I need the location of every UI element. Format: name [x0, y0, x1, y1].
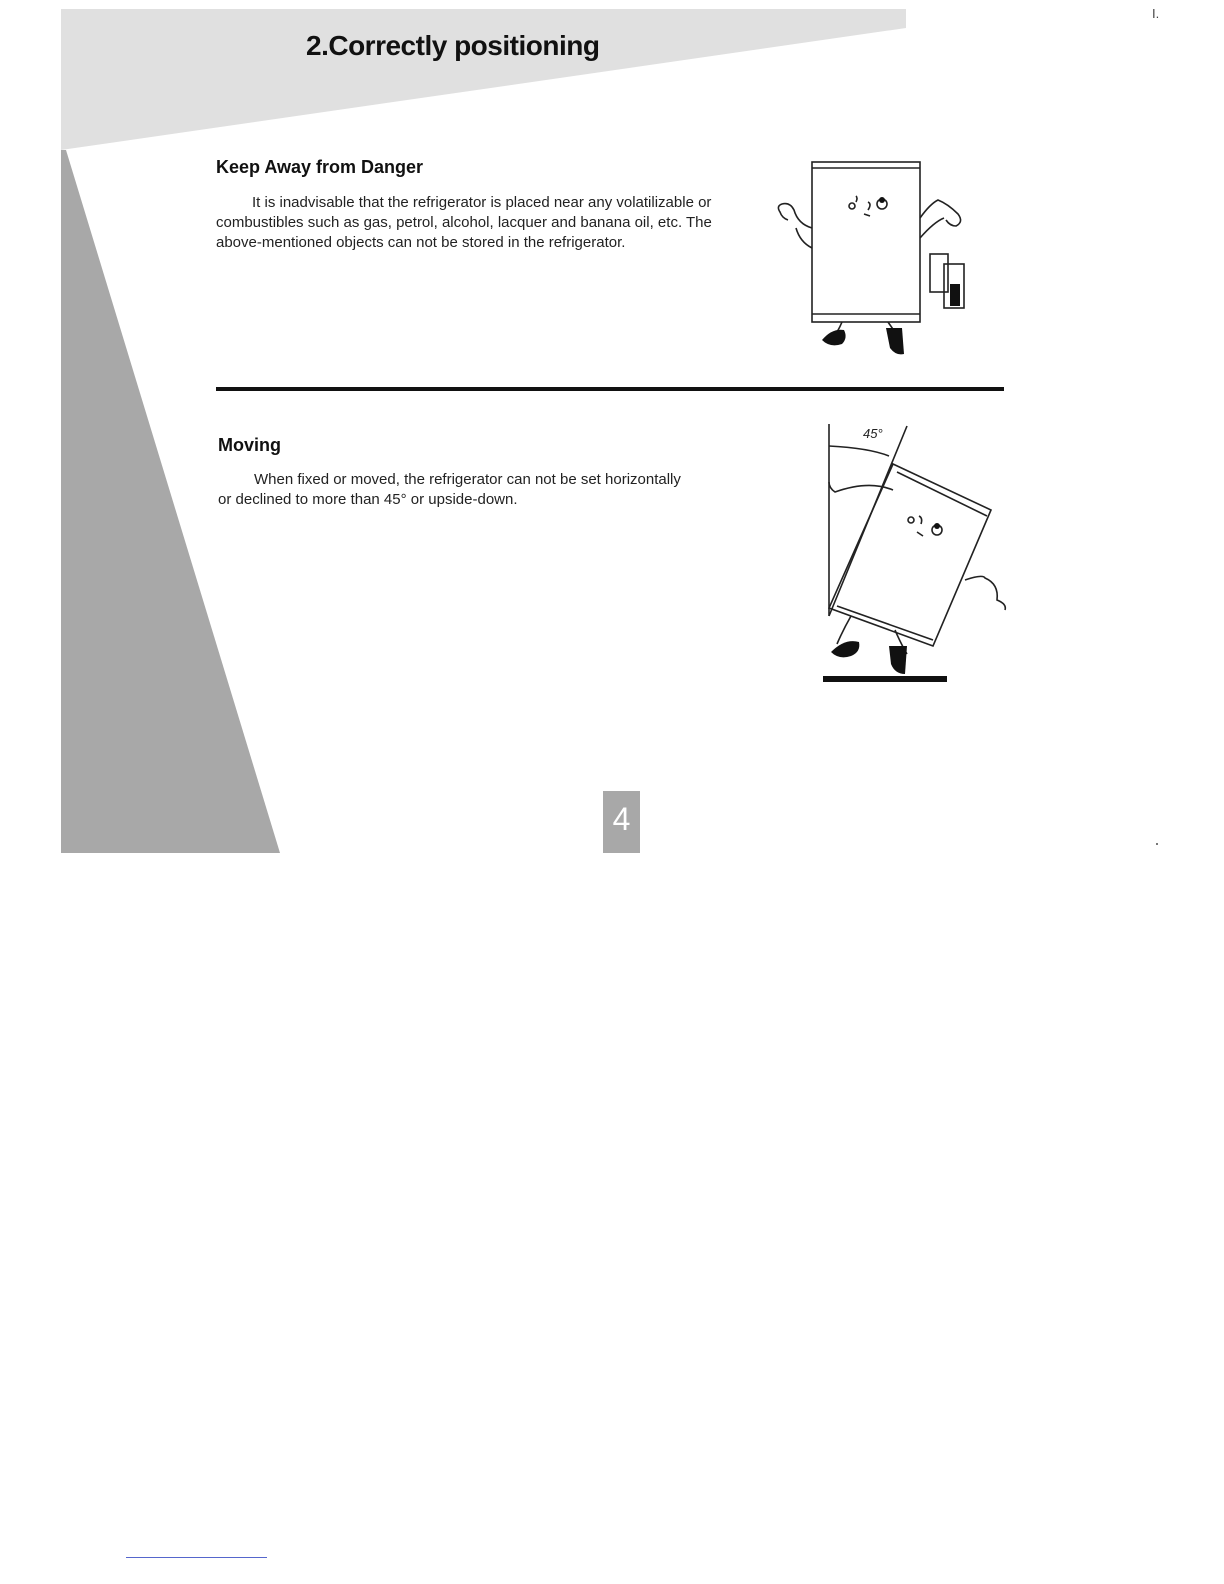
- footer-rule: [126, 1557, 267, 1558]
- page-number: 4: [603, 791, 640, 853]
- corner-mark: I.: [1152, 6, 1160, 21]
- section-heading-moving: Moving: [218, 435, 281, 455]
- scan-dot: [1156, 843, 1158, 845]
- section-body-keep-away: It is inadvisable that the refrigerator is placed near any volatilizable or combustibles such as gas, petrol, alcohol, lacquer and banana oil, etc. The above-mentioned objects can not be stored in the refrigerator.: [216, 194, 712, 251]
- page-title: 2.Correctly positioning: [306, 30, 600, 61]
- section-body-moving: When fixed or moved, the refrigerator can not be set horizontally or declined to more than 45° or upside-down.: [218, 471, 681, 508]
- tilt-angle-label: 45°: [863, 426, 883, 441]
- refrigerator-tilt-illustration: [815, 420, 1015, 688]
- refrigerator-danger-illustration: [772, 158, 977, 363]
- section-heading-keep-away: Keep Away from Danger: [216, 157, 424, 177]
- section-divider: [216, 387, 1004, 391]
